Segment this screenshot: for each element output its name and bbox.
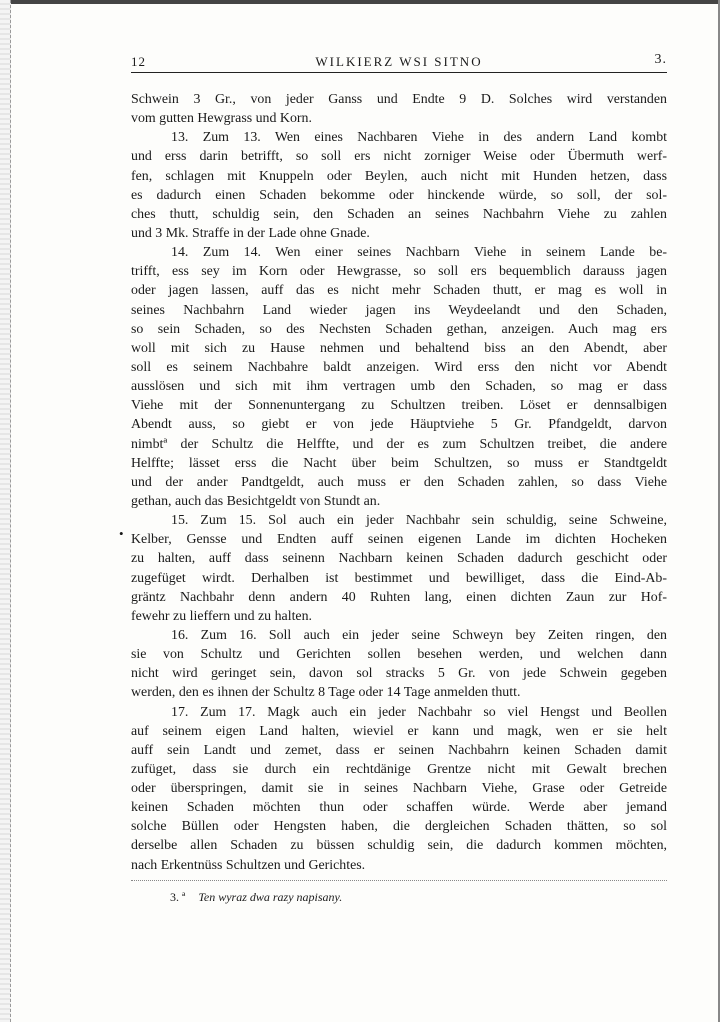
text-line: Abendt auss, so giebt er von jede Häuptviehe 5 Gr. Pfandgeldt, darvon: [131, 417, 667, 433]
body-text: [131, 90, 667, 875]
text-line: 16. Zum 16. Soll auch ein jeder seine Schweyn bey Zeiten ringen, den: [171, 627, 667, 643]
text-line: so sein Schaden, so des Nechsten Schaden gethan, anzeigen. Auch mag ers: [131, 321, 667, 337]
text-line: auff sein Landt und zemet, dass er seinen Nachbahrn keinen Schaden damit: [131, 742, 667, 758]
text-line: gethan, auch das Besichtgeldt von Stundt an.: [131, 493, 381, 509]
running-title: WILKIERZ WSI SITNO: [315, 54, 483, 69]
text-line: soll es seinem Nachbahre baldt anzeigen. Wird erss den nicht vor Abendt: [131, 359, 667, 375]
text-line: es dadurch einen Schaden bekomme oder hinckende würde, so soll, der sol-: [131, 187, 667, 203]
text-line: Schwein 3 Gr., von jeder Ganss und Endte 9 D. Solches wird verstanden: [131, 92, 667, 107]
footnote-text: Ten wyraz dwa razy napisany.: [198, 890, 343, 904]
text-line: und 3 Mk. Straffe in der Lade ohne Gnade.: [131, 225, 370, 241]
text-line: fen, schlagen mit Knuppeln oder Beylen, auch nicht mit Hunden hetzen, dass: [131, 168, 667, 184]
text-line: auf seinem eigen Land halten, wieviel er kann und magk, wen er sie helt: [131, 723, 667, 739]
text-line: woll mit sich zu Hause nehmen und behaltend biss an den Abendt, aber: [131, 340, 667, 356]
text-line: 13. Zum 13. Wen eines Nachbaren Viehe in des andern Land kombt: [171, 130, 667, 146]
footnote-label: 3. ª: [170, 890, 186, 904]
text-line: vom gutten Hewgrass und Korn.: [131, 111, 312, 127]
text-line: werden, den es ihnen der Schultz 8 Tage oder 14 Tage anmelden thutt.: [131, 685, 521, 701]
text-line: Kelber, Gensse und Endten auff seinen eigenen Lande im dichten Hocheken: [131, 532, 667, 548]
scan-binding-edge: [0, 0, 11, 1022]
text-line: trifft, ess sey im Korn oder Hewgrasse, so soll ers bequemblich darauss jagen: [131, 264, 667, 280]
text-line: 15. Zum 15. Sol auch ein jeder Nachbahr sein schuldig, seine Schweine,: [171, 513, 667, 529]
text-line: sie von Schultz und Gerichten sollen besehen werden, und welchen dann: [131, 647, 667, 663]
text-line: solche Büllen oder Hengsten haben, die dergleichen Schaden thätten, so sol: [131, 819, 667, 835]
text-line: und der ander Pandtgeldt, auch muss er den Schaden zahlen, so dass Viehe: [131, 474, 667, 490]
text-line: Helffte; lässet erss die Nacht über beim Schultzen, so muss er Standtgeldt: [131, 455, 667, 471]
text-line: nimbtª der Schultz die Helffte, und der es zum Schultzen treibet, die andere: [131, 436, 667, 452]
text-line: 17. Zum 17. Magk auch ein jeder Nachbahr so viel Hengst und Beollen: [171, 704, 667, 720]
text-line: Viehe mit der Sonnenuntergang zu Schultzen treiben. Löset er dennsalbigen: [131, 398, 667, 414]
text-line: oder jagen lassen, auff das es nicht mehr Schaden thutt, er mag es woll in: [131, 283, 667, 299]
text-line: zu halten, auff dass seinenn Nachbarn keinen Schaden dadurch geschicht oder: [131, 551, 667, 567]
text-line: gräntz Nachbahr denn andern 40 Ruhten lang, einen dichten Zaun zur Hof-: [131, 589, 667, 605]
footnote-separator: [131, 880, 667, 881]
text-line: keinen Schaden möchten thun oder schaffen würde. Werde aber jemand: [131, 800, 667, 816]
page-header: [131, 50, 667, 73]
text-line: zugefüget wirdt. Derhalben ist bestimmet und bewilliget, dass die Eind-Ab-: [131, 570, 667, 586]
header-note-mark: 3.: [654, 52, 667, 67]
text-line: derselbe allen Schaden zu büssen schuldig sein, die dadurch kommen möchten,: [131, 838, 667, 854]
footnote: [170, 890, 342, 905]
text-line: zufüget, dass sie durch ein rechtdänige Grentze nicht mit Gewalt brechen: [131, 761, 667, 777]
text-line: fewehr zu lieffern und zu halten.: [131, 608, 313, 624]
text-line: nicht wird geringet sein, davon sol stracks 5 Gr. von jede Schwein gegeben: [131, 666, 667, 682]
text-line: und erss darin betrifft, so soll ers nicht zorniger Weise oder Übermuth werf-: [131, 149, 667, 165]
text-line: oder überspringen, damit sie in seines Nachbarn Viehe, Grase oder Getreide: [131, 781, 667, 797]
text-line: ausslösen und sich mit ihm vertragen umb den Schaden, so mag er dass: [131, 379, 667, 395]
text-line: 14. Zum 14. Wen einer seines Nachbarn Viehe in seinem Lande be-: [171, 245, 667, 261]
text-line: ches thutt, schuldig sein, den Schaden an seines Nachbahrn Viehe zu zahlen: [131, 206, 667, 222]
scan-top-edge: [0, 0, 720, 4]
margin-mark: •: [119, 526, 124, 541]
page-number: 12: [131, 54, 146, 69]
text-line: nach Erkentnüss Schultzen und Gerichtes.: [131, 857, 366, 873]
text-line: seines Nachbahrn Land wieder jagen ins Weydeelandt und den Schaden,: [131, 302, 667, 318]
